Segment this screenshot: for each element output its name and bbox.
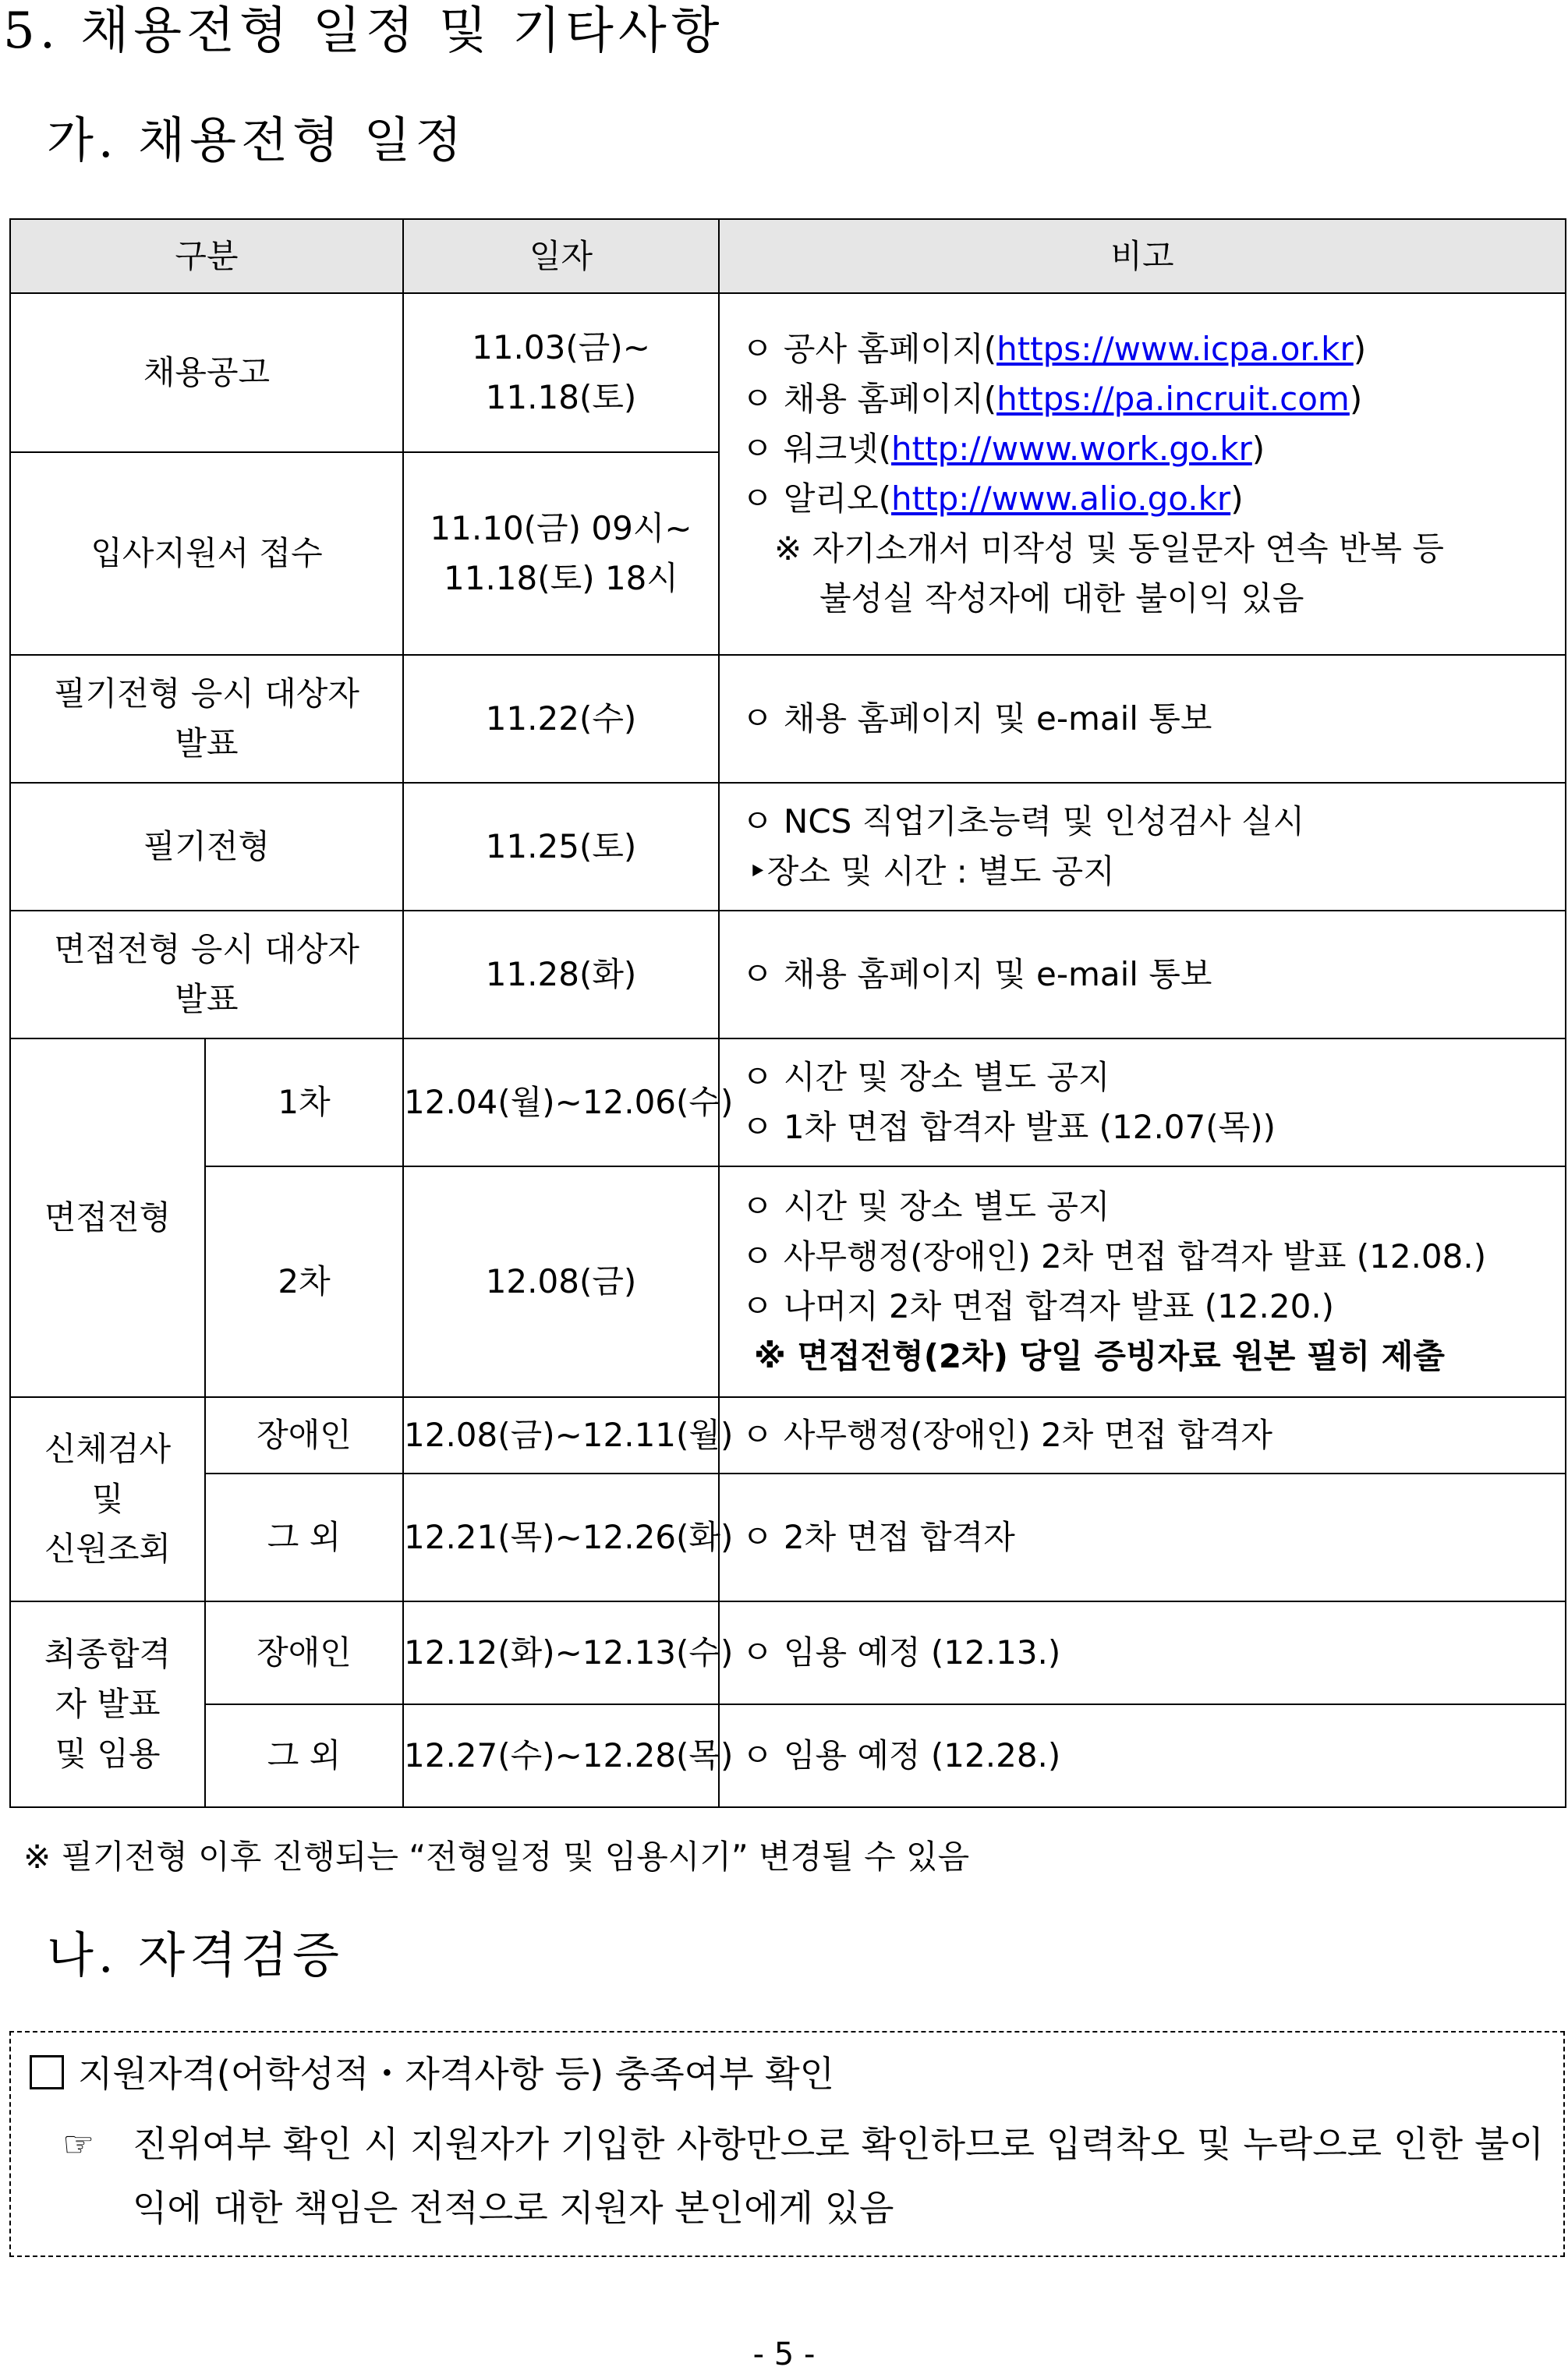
row-remarks xyxy=(719,293,1566,655)
row-remarks: ㅇ 시간 및 장소 별도 공지 ㅇ 1차 면접 합격자 발표 (12.07(목)) xyxy=(719,1038,1566,1166)
row-sublabel: 장애인 xyxy=(205,1601,403,1704)
table-row xyxy=(10,1704,1566,1807)
schedule-table xyxy=(9,218,1566,1808)
row-date: 12.08(금)~12.11(월) xyxy=(403,1397,719,1474)
row-date: 12.27(수)~12.28(목) xyxy=(403,1704,719,1807)
table-row xyxy=(10,1397,1566,1474)
row-remarks: ㅇ 사무행정(장애인) 2차 면접 합격자 xyxy=(719,1397,1566,1474)
note-line: ㅇ 채용 홈페이지(https://pa.incruit.com) xyxy=(742,380,1363,418)
row-remarks: ㅇ 임용 예정 (12.28.) xyxy=(719,1704,1566,1807)
note-line: 불성실 작성자에 대한 불이익 있음 xyxy=(819,579,1304,617)
row-remarks: ㅇ 채용 홈페이지 및 e-mail 통보 xyxy=(719,655,1566,783)
table-row xyxy=(10,1601,1566,1704)
qualification-item-text: 지원자격(어학성적・자격사항 등) 충족여부 확인 xyxy=(78,2053,835,2095)
note-line: ㅇ 워크넷(http://www.work.go.kr) xyxy=(742,430,1265,468)
row-date: 11.10(금) 09시~ 11.18(토) 18시 xyxy=(403,452,719,655)
table-row xyxy=(10,911,1566,1038)
checkbox-square-icon xyxy=(30,2055,64,2089)
header-category: 구분 xyxy=(10,219,403,293)
link-recruit-homepage[interactable]: https://pa.incruit.com xyxy=(996,380,1350,418)
row-date: 12.08(금) xyxy=(403,1166,719,1397)
table-row xyxy=(10,655,1566,783)
row-sublabel: 그 외 xyxy=(205,1704,403,1807)
row-sublabel: 2차 xyxy=(205,1166,403,1397)
page-number: - 5 - xyxy=(752,2337,816,2372)
subsection-title-verification: 나. 자격검증 xyxy=(47,1926,344,1983)
qualification-item xyxy=(30,2048,834,2100)
row-sublabel: 1차 xyxy=(205,1038,403,1166)
row-date: 11.03(금)~ 11.18(토) xyxy=(403,293,719,452)
row-label: 채용공고 xyxy=(10,293,403,452)
row-label: 면접전형 xyxy=(10,1038,205,1397)
note-line: ※ 자기소개서 미작성 및 동일문자 연속 반복 등 xyxy=(774,529,1444,568)
row-date: 11.25(토) xyxy=(403,783,719,911)
row-date: 12.04(월)~12.06(수) xyxy=(403,1038,719,1166)
row-label: 입사지원서 접수 xyxy=(10,452,403,655)
qualification-detail xyxy=(62,2112,1544,2240)
table-row xyxy=(10,783,1566,911)
header-remarks: 비고 xyxy=(719,219,1566,293)
link-worknet[interactable]: http://www.work.go.kr xyxy=(891,430,1252,468)
link-alio[interactable]: http://www.alio.go.kr xyxy=(891,479,1231,518)
qualification-detail-text: 진위여부 확인 시 지원자가 기입한 사항만으로 확인하므로 입력착오 및 누락으로 인한 불이익에 대한 책임은 전적으로 지원자 본인에게 있음 xyxy=(133,2123,1544,2229)
row-label: 면접전형 응시 대상자 발표 xyxy=(10,911,403,1038)
pointing-hand-icon: ☞ xyxy=(62,2123,95,2165)
row-remarks: ㅇ 임용 예정 (12.13.) xyxy=(719,1601,1566,1704)
row-date: 11.22(수) xyxy=(403,655,719,783)
table-row xyxy=(10,1038,1566,1166)
row-label: 필기전형 응시 대상자 발표 xyxy=(10,655,403,783)
row-label: 신체검사 및 신원조회 xyxy=(10,1397,205,1601)
row-date: 12.21(목)~12.26(화) xyxy=(403,1474,719,1601)
note-line: ㅇ 공사 홈페이지(https://www.icpa.or.kr) xyxy=(742,330,1367,368)
row-date: 11.28(화) xyxy=(403,911,719,1038)
table-row xyxy=(10,293,1566,452)
row-date: 12.12(화)~12.13(수) xyxy=(403,1601,719,1704)
table-row xyxy=(10,1474,1566,1601)
row-label: 최종합격 자 발표 및 임용 xyxy=(10,1601,205,1807)
row-remarks: ㅇ 시간 및 장소 별도 공지 ㅇ 사무행정(장애인) 2차 면접 합격자 발표 (12.08.) ㅇ 나머지 2차 면접 합격자 발표 (12.20.) ※ 면접전형(2차) 당일 증빙자료 원본 필히 제출 xyxy=(719,1166,1566,1397)
note-line: ㅇ 알리오(http://www.alio.go.kr) xyxy=(742,479,1244,518)
qualification-box xyxy=(9,2031,1565,2257)
row-label: 필기전형 xyxy=(10,783,403,911)
row-sublabel: 그 외 xyxy=(205,1474,403,1601)
row-remarks: ㅇ 2차 면접 합격자 xyxy=(719,1474,1566,1601)
section-title: 5. 채용전형 일정 및 기타사항 xyxy=(3,2,724,60)
row-sublabel: 장애인 xyxy=(205,1397,403,1474)
subsection-title-schedule: 가. 채용전형 일정 xyxy=(47,111,467,168)
row-remarks: ㅇ 채용 홈페이지 및 e-mail 통보 xyxy=(719,911,1566,1038)
row-remarks: ㅇ NCS 직업기초능력 및 인성검사 실시 ‣장소 및 시간 : 별도 공지 xyxy=(719,783,1566,911)
table-header-row xyxy=(10,219,1566,293)
link-company-homepage[interactable]: https://www.icpa.or.kr xyxy=(996,330,1354,368)
header-date: 일자 xyxy=(403,219,719,293)
schedule-footnote: ※ 필기전형 이후 진행되는 “전형일정 및 임용시기” 변경될 수 있음 xyxy=(23,1838,970,1876)
table-row xyxy=(10,1166,1566,1397)
